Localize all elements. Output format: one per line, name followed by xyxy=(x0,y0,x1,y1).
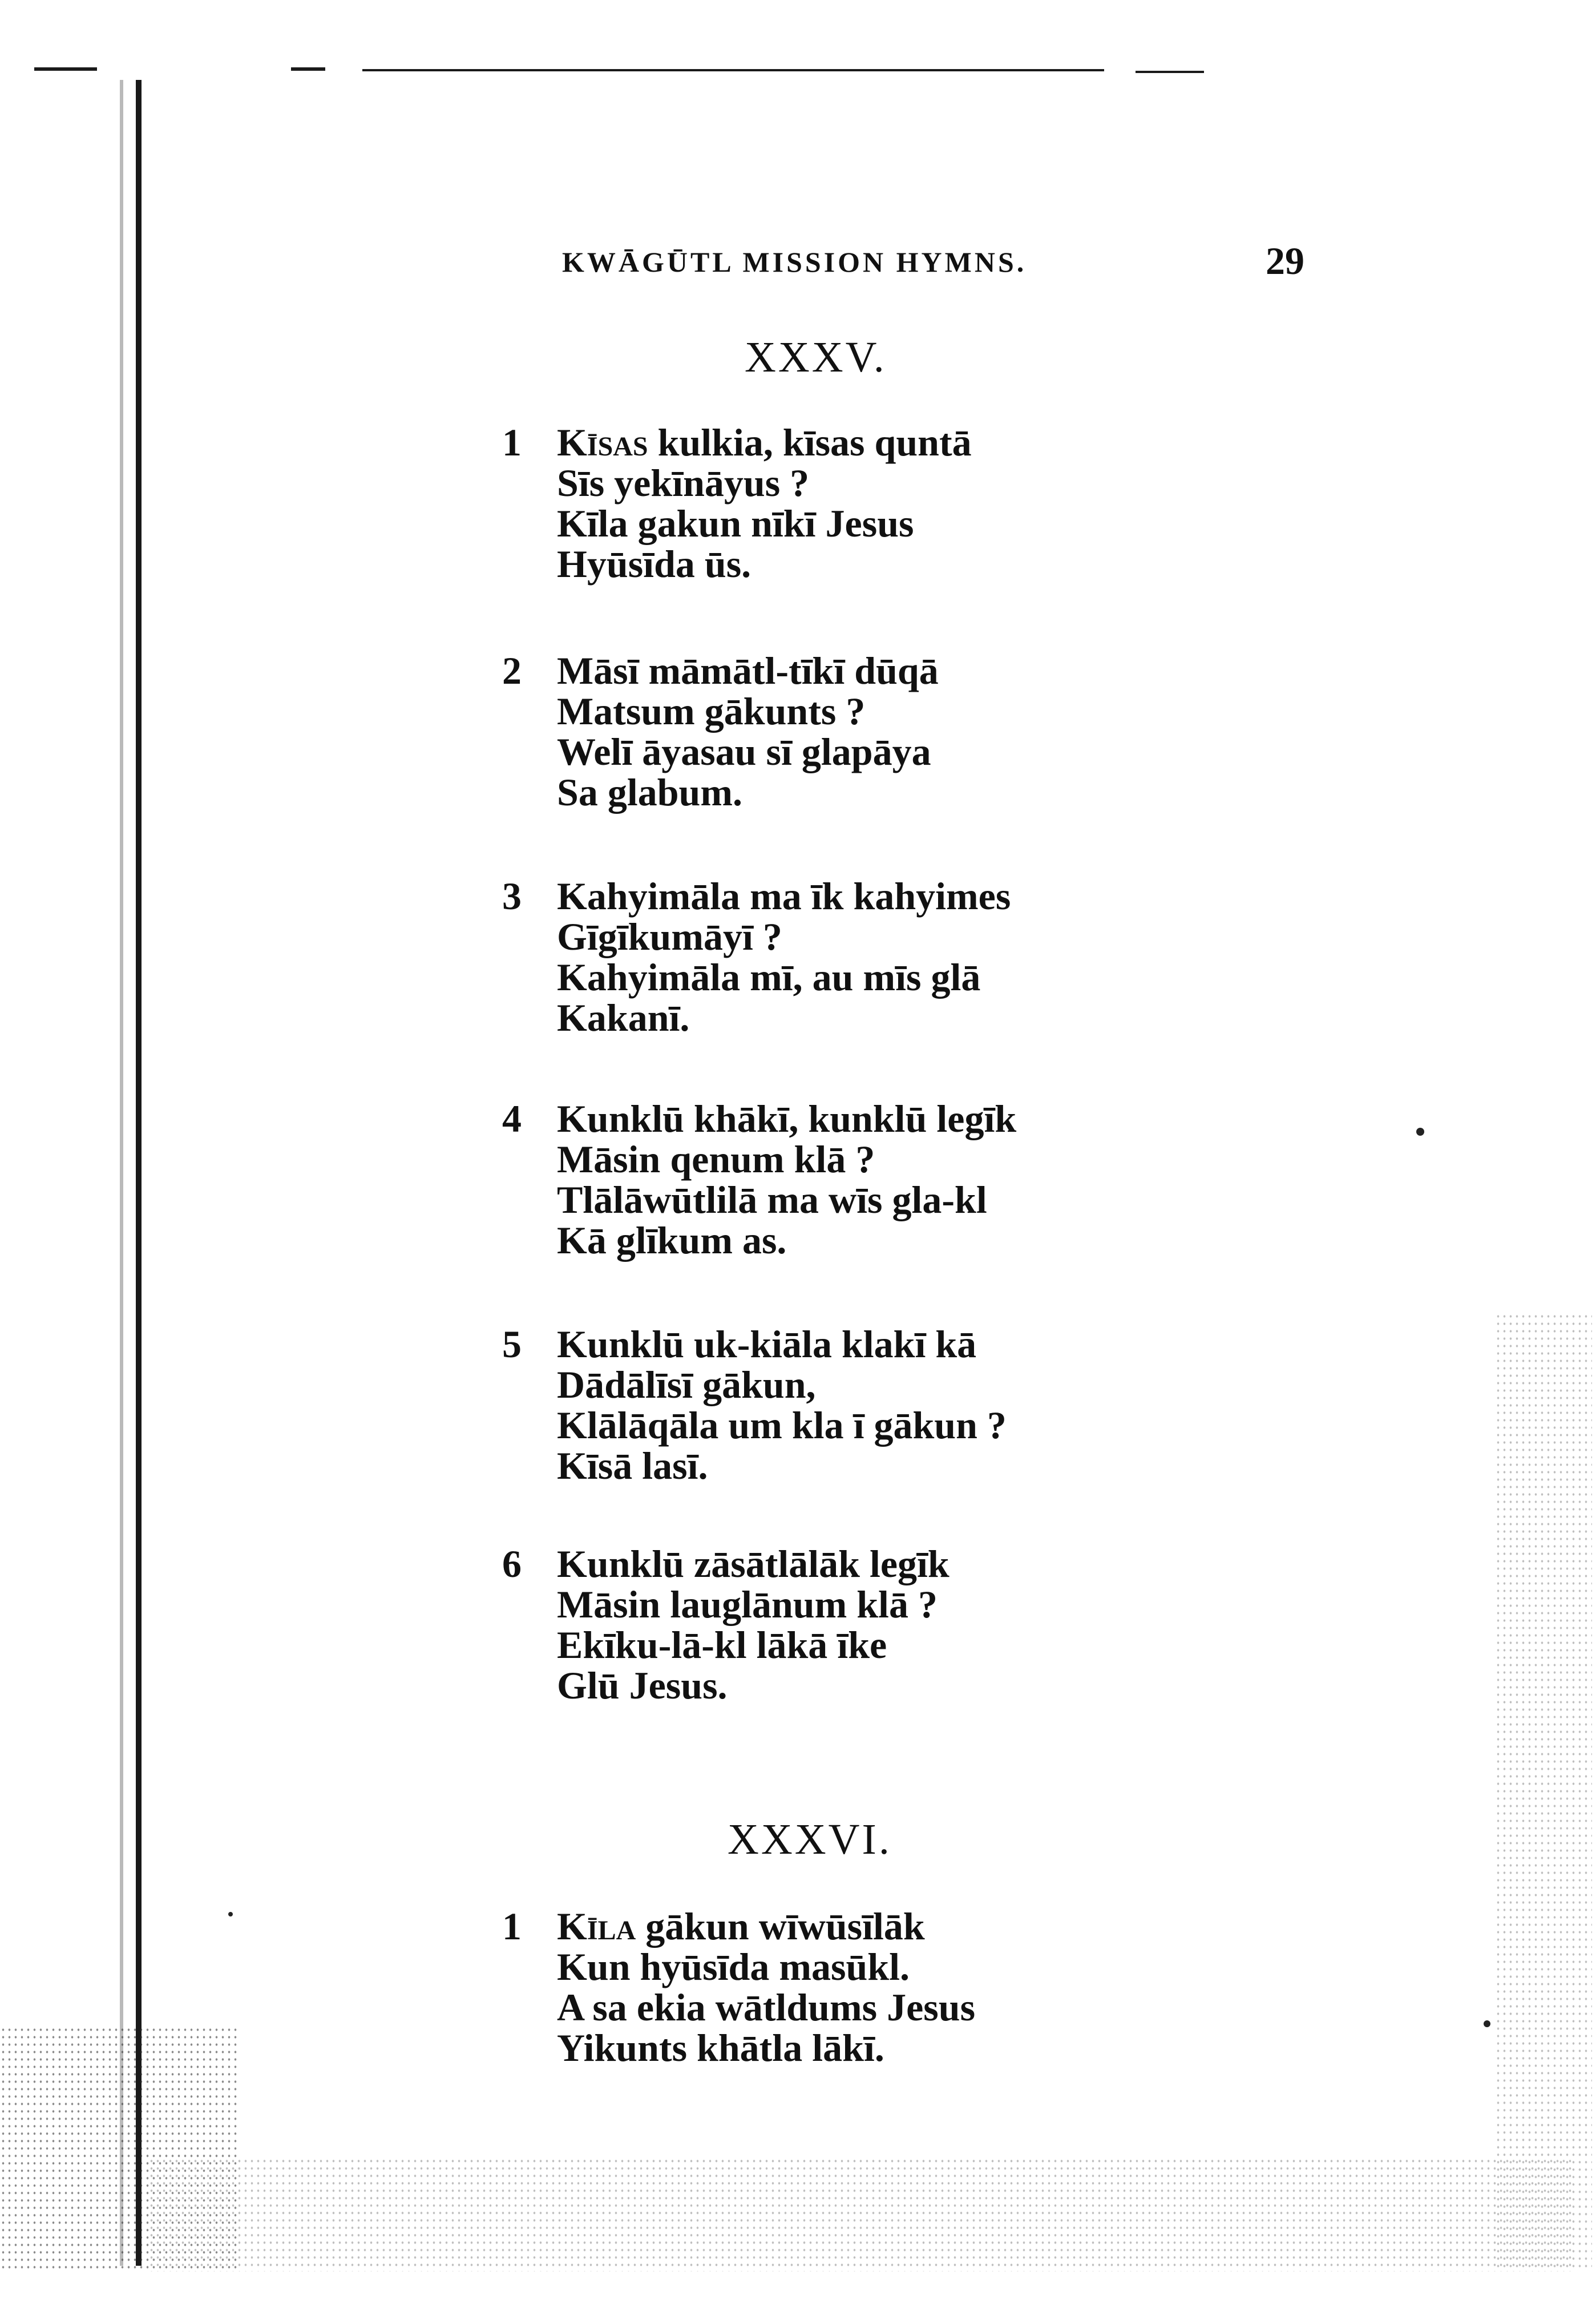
verse-line: A sa ekia wātldums Jesus xyxy=(557,1986,976,2029)
verse-line: Hyūsīda ūs. xyxy=(557,542,751,586)
verse-line: Ekīku-lā-kl lākā īke xyxy=(557,1623,887,1667)
verse-line: Māsī māmātl-tīkī dūqā xyxy=(557,649,939,692)
page-number: 29 xyxy=(1266,239,1304,283)
verse-line: Kun hyūsīda masūkl. xyxy=(557,1945,910,1988)
running-head: KWĀGŪTL MISSION HYMNS. xyxy=(562,246,1027,278)
verse-line: Sa glabum. xyxy=(557,770,742,814)
verse-line: Tlālāwūtlilā ma wīs gla-kl xyxy=(557,1178,987,1221)
verse-line xyxy=(557,422,972,463)
verse-line: Klālāqāla um kla ī gākun ? xyxy=(557,1403,1007,1447)
hymn-title: XXXV. xyxy=(745,333,887,381)
verse-line: Māsin lauglānum klā ? xyxy=(557,1583,938,1626)
verse-line: Kunklū khākī, kunklū legīk xyxy=(557,1097,1017,1140)
stanza-number: 3 xyxy=(502,874,522,918)
scan-speck xyxy=(1484,2020,1490,2027)
scan-top-rule xyxy=(1136,71,1204,73)
scan-speck xyxy=(228,1912,233,1916)
scan-noise xyxy=(148,2157,1575,2271)
scan-speck xyxy=(1416,1128,1424,1136)
verse-line: Kakanī. xyxy=(557,996,690,1039)
stanza-number: 4 xyxy=(502,1097,522,1140)
stanza-number: 5 xyxy=(502,1322,522,1366)
stanza-number: 2 xyxy=(502,649,522,692)
verse-line: Glū Jesus. xyxy=(557,1664,728,1707)
verse-line-rest: gākun wīwūsīlāk xyxy=(636,1904,925,1948)
stanza-number: 6 xyxy=(502,1542,522,1585)
scan-top-rule xyxy=(291,67,325,71)
verse-line: Gīgīkumāyī ? xyxy=(557,915,782,958)
scan-top-rule xyxy=(362,69,1104,71)
verse-line xyxy=(557,1906,975,1947)
verse-line: Māsin qenum klā ? xyxy=(557,1137,875,1181)
verse-line: Kahyimāla mī, au mīs glā xyxy=(557,955,981,999)
verse-line-rest: kulkia, kīsas quntā xyxy=(648,421,972,464)
verse-line: Kunklū zāsātlālāk legīk xyxy=(557,1542,949,1585)
verse-line: Kīsā lasī. xyxy=(557,1444,708,1487)
stanza-number: 1 xyxy=(502,421,522,464)
verse-line: Kunklū uk-kiāla klakī kā xyxy=(557,1322,977,1366)
binding-shadow xyxy=(120,80,123,2266)
verse-first-word: Kīla xyxy=(557,1904,636,1948)
hymn-title: XXXVI. xyxy=(728,1815,892,1863)
verse-line: Kā glīkum as. xyxy=(557,1218,787,1262)
verse-line: Dādālīsī gākun, xyxy=(557,1363,816,1406)
verse-line: Sīs yekīnāyus ? xyxy=(557,461,810,505)
scan-noise xyxy=(1495,1313,1592,2271)
verse-line: Matsum gākunts ? xyxy=(557,689,866,733)
binding-edge xyxy=(136,80,142,2266)
verse-first-word: Kīsas xyxy=(557,421,648,464)
verse-line: Yikunts khātla lākī. xyxy=(557,2026,884,2069)
verse-line: Kīla gakun nīkī Jesus xyxy=(557,502,914,545)
stanza-number: 1 xyxy=(502,1904,522,1948)
verse-line: Welī āyasau sī glapāya xyxy=(557,730,931,773)
scan-top-rule xyxy=(34,67,97,71)
verse-line: Kahyimāla ma īk kahyimes xyxy=(557,874,1011,918)
